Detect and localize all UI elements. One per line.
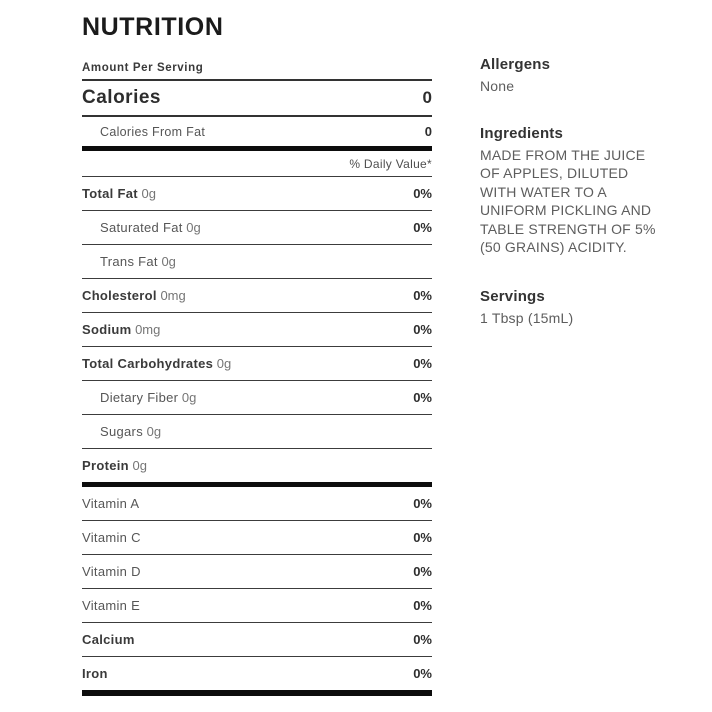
calories-from-fat-label: Calories From Fat: [100, 124, 206, 139]
nutrient-value: 0%: [413, 220, 432, 235]
nutrient-label: Protein 0g: [82, 457, 147, 473]
table-row: [82, 313, 432, 347]
nutrition-facts-table: [82, 62, 432, 696]
servings-heading: Servings: [480, 287, 545, 305]
nutrient-value: 0%: [413, 322, 432, 337]
nutrient-value: 0%: [413, 186, 432, 201]
nutrient-label: Calcium: [82, 631, 135, 647]
ingredients-text: MADE FROM THE JUICE OF APPLES, DILUTED WITH WATER TO A UNIFORM PICKLING AND TABLE STRENGTH OF 5% (50 GRAINS) ACIDITY.: [480, 146, 656, 255]
table-row: [82, 381, 432, 415]
table-row: [82, 279, 432, 313]
nutrient-label: Vitamin A: [82, 495, 140, 511]
nutrient-label: Vitamin E: [82, 597, 141, 613]
servings-text: 1 Tbsp (15mL): [480, 309, 574, 326]
table-row: [82, 415, 432, 449]
table-row: [82, 555, 432, 589]
allergens-text: None: [480, 78, 515, 94]
table-row: [82, 487, 432, 521]
page-title: NUTRITION: [82, 12, 224, 41]
nutrient-value: 0%: [413, 288, 432, 303]
nutrient-value: 0%: [413, 356, 432, 371]
nutrient-label: Dietary Fiber 0g: [100, 389, 197, 405]
servings-section: [480, 288, 668, 328]
table-row: [82, 449, 432, 487]
calories-row: [82, 81, 432, 117]
allergens-heading: Allergens: [480, 56, 551, 73]
nutrient-label: Vitamin C: [82, 529, 141, 545]
table-row: [82, 211, 432, 245]
calories-from-fat-value: 0: [424, 124, 432, 139]
nutrient-value: 0%: [413, 390, 432, 405]
table-row: [82, 657, 432, 696]
nutrient-value: 0%: [413, 564, 432, 579]
nutrient-label: Total Fat 0g: [82, 185, 156, 201]
nutrient-value: 0%: [413, 530, 432, 545]
nutrient-label: Iron: [82, 665, 108, 681]
calories-value: 0: [422, 88, 432, 107]
ingredients-section: [480, 125, 668, 257]
table-row: [82, 347, 432, 381]
nutrient-value: 0%: [413, 666, 432, 681]
calories-label: Calories: [82, 87, 161, 108]
nutrient-value: 0%: [413, 598, 432, 613]
nutrient-rows: [82, 177, 432, 696]
amount-per-serving-label: Amount Per Serving: [82, 62, 432, 81]
table-row: [82, 521, 432, 555]
calories-from-fat-row: [82, 117, 432, 151]
info-sidebar: [480, 56, 668, 356]
ingredients-heading: Ingredients: [480, 124, 564, 142]
table-row: [82, 245, 432, 279]
nutrient-label: Trans Fat 0g: [100, 253, 176, 269]
table-row: [82, 177, 432, 211]
table-row: [82, 623, 432, 657]
nutrient-label: Sodium 0mg: [82, 321, 161, 337]
nutrient-label: Sugars 0g: [100, 423, 162, 439]
table-row: [82, 589, 432, 623]
nutrient-label: Saturated Fat 0g: [100, 219, 201, 235]
nutrient-label: Vitamin D: [82, 563, 141, 579]
allergens-section: [480, 56, 668, 96]
nutrient-value: 0%: [413, 496, 432, 511]
nutrient-value: 0%: [413, 632, 432, 647]
nutrient-label: Cholesterol 0mg: [82, 287, 186, 303]
nutrient-label: Total Carbohydrates 0g: [82, 355, 232, 371]
daily-value-note: % Daily Value*: [82, 151, 432, 177]
